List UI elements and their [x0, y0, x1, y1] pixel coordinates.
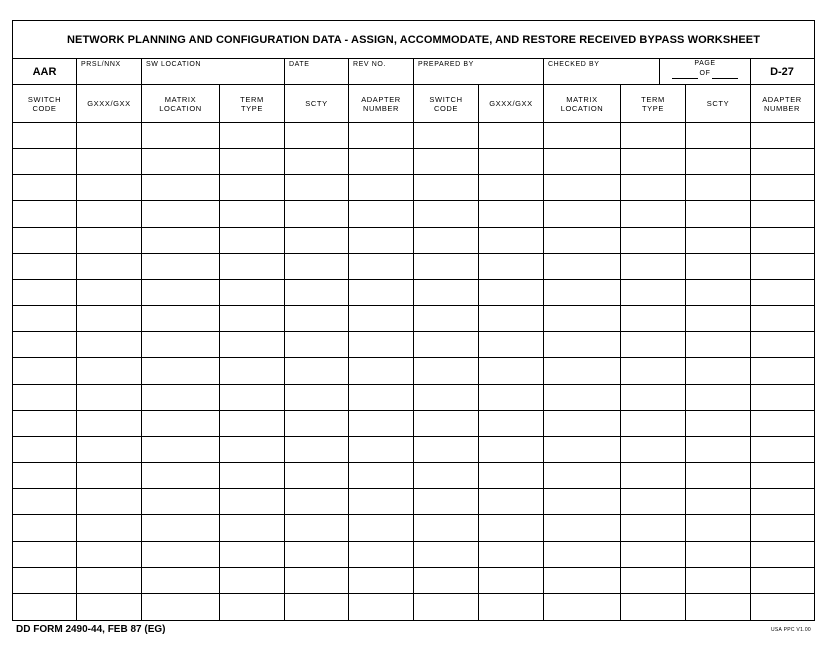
entry-cell-adapter-number-2[interactable]: [751, 280, 813, 305]
entry-cell-adapter-number[interactable]: [349, 594, 414, 620]
entry-cell-adapter-number-2[interactable]: [751, 515, 813, 540]
entry-cell-gxxx-2[interactable]: [479, 280, 544, 305]
entry-cell-matrix-location[interactable]: [142, 358, 220, 383]
entry-cell-adapter-number[interactable]: [349, 463, 414, 488]
table-row: [13, 489, 814, 515]
entry-cell-scty[interactable]: [285, 149, 349, 174]
entry-cell-matrix-location[interactable]: [142, 594, 220, 620]
entry-cell-scty-2[interactable]: [686, 568, 751, 593]
entry-cell-matrix-location-2[interactable]: [544, 149, 621, 174]
entry-cell-matrix-location[interactable]: [142, 515, 220, 540]
entry-cell-scty-2[interactable]: [686, 594, 751, 620]
entry-cell-matrix-location[interactable]: [142, 149, 220, 174]
entry-cell-term-type[interactable]: [220, 175, 285, 200]
entry-cell-matrix-location-2[interactable]: [544, 201, 621, 226]
entry-cell-adapter-number[interactable]: [349, 437, 414, 462]
entry-cell-matrix-location[interactable]: [142, 542, 220, 567]
entry-cell-scty-2[interactable]: [686, 515, 751, 540]
entry-cell-scty-2[interactable]: [686, 385, 751, 410]
entry-cell-gxxx[interactable]: [77, 149, 142, 174]
entry-cell-switch-code[interactable]: [13, 201, 77, 226]
entry-cell-term-type-2[interactable]: [621, 175, 686, 200]
entry-cell-switch-code-2[interactable]: [414, 463, 479, 488]
entry-cell-matrix-location-2[interactable]: [544, 175, 621, 200]
entry-cell-adapter-number[interactable]: [349, 542, 414, 567]
aar-label: AAR: [32, 66, 57, 78]
entry-cell-adapter-number-2[interactable]: [751, 437, 813, 462]
entry-cell-scty[interactable]: [285, 385, 349, 410]
entry-cell-gxxx[interactable]: [77, 201, 142, 226]
entry-cell-gxxx[interactable]: [77, 542, 142, 567]
entry-cell-adapter-number-2[interactable]: [751, 123, 813, 148]
form-id-cell: [751, 59, 813, 84]
entry-cell-term-type[interactable]: [220, 201, 285, 226]
entry-cell-adapter-number[interactable]: [349, 515, 414, 540]
rev-no-label: REV NO.: [353, 61, 386, 68]
entry-cell-switch-code[interactable]: [13, 149, 77, 174]
entry-cell-gxxx-2[interactable]: [479, 515, 544, 540]
table-row: [13, 123, 814, 149]
entry-cell-adapter-number-2[interactable]: [751, 489, 813, 514]
entry-cell-term-type-2[interactable]: [621, 594, 686, 620]
entry-cell-gxxx-2[interactable]: [479, 306, 544, 331]
entry-cell-scty-2[interactable]: [686, 411, 751, 436]
entry-cell-matrix-location-2[interactable]: [544, 254, 621, 279]
checked-by-field[interactable]: [544, 59, 660, 84]
entry-cell-matrix-location-2[interactable]: [544, 411, 621, 436]
entry-cell-term-type-2[interactable]: [621, 332, 686, 357]
entry-cell-switch-code[interactable]: [13, 123, 77, 148]
entry-cell-gxxx-2[interactable]: [479, 149, 544, 174]
table-row: [13, 463, 814, 489]
entry-cell-adapter-number-2[interactable]: [751, 385, 813, 410]
entry-cell-switch-code[interactable]: [13, 411, 77, 436]
entry-cell-switch-code-2[interactable]: [414, 515, 479, 540]
entry-cell-scty[interactable]: [285, 254, 349, 279]
entry-cell-gxxx[interactable]: [77, 385, 142, 410]
col-header-switch-code-2: SWITCH CODE: [414, 85, 479, 122]
entry-cell-scty[interactable]: [285, 175, 349, 200]
entry-cell-term-type-2[interactable]: [621, 149, 686, 174]
printer-mark: USA PPC V1.00: [770, 627, 811, 633]
entry-cell-gxxx[interactable]: [77, 594, 142, 620]
entry-cell-gxxx[interactable]: [77, 254, 142, 279]
entry-cell-term-type[interactable]: [220, 437, 285, 462]
entry-cell-scty[interactable]: [285, 332, 349, 357]
entry-cell-gxxx-2[interactable]: [479, 489, 544, 514]
entry-cell-matrix-location-2[interactable]: [544, 568, 621, 593]
col-header-adapter-number-2: ADAPTER NUMBER: [762, 94, 802, 113]
col-header-gxxx-2: GXXX/GXX: [479, 85, 544, 122]
entry-cell-gxxx-2[interactable]: [479, 385, 544, 410]
entry-cell-matrix-location[interactable]: [142, 201, 220, 226]
entry-cell-switch-code[interactable]: [13, 175, 77, 200]
entry-cell-gxxx[interactable]: [77, 411, 142, 436]
entry-cell-switch-code-2[interactable]: [414, 358, 479, 383]
entry-cell-scty[interactable]: [285, 280, 349, 305]
entry-cell-matrix-location-2[interactable]: [544, 385, 621, 410]
entry-cell-matrix-location-2[interactable]: [544, 437, 621, 462]
entry-cell-term-type[interactable]: [220, 358, 285, 383]
table-row: [13, 306, 814, 332]
table-row: [13, 385, 814, 411]
page-number-line: [672, 78, 698, 79]
col-header-gxxx: GXXX/GXX: [77, 85, 142, 122]
table-row: [13, 411, 814, 437]
entry-cell-switch-code[interactable]: [13, 254, 77, 279]
entry-cell-matrix-location[interactable]: [142, 280, 220, 305]
entry-cell-switch-code-2[interactable]: [414, 175, 479, 200]
entry-cell-term-type-2[interactable]: [621, 201, 686, 226]
entry-cell-matrix-location[interactable]: [142, 228, 220, 253]
entry-cell-matrix-location-2[interactable]: [544, 463, 621, 488]
entry-cell-scty[interactable]: [285, 568, 349, 593]
table-row: [13, 542, 814, 568]
entry-cell-matrix-location-2[interactable]: [544, 594, 621, 620]
entry-cell-term-type-2[interactable]: [621, 306, 686, 331]
entry-cell-term-type-2[interactable]: [621, 568, 686, 593]
entry-cell-scty[interactable]: [285, 228, 349, 253]
entry-cell-scty[interactable]: [285, 463, 349, 488]
col-header-switch-code: SWITCH CODE: [13, 85, 77, 122]
col-header-scty-2: SCTY: [686, 85, 751, 122]
entry-cell-adapter-number-2[interactable]: [751, 594, 813, 620]
entry-cell-adapter-number[interactable]: [349, 358, 414, 383]
entry-cell-adapter-number-2[interactable]: [751, 463, 813, 488]
entry-cell-gxxx-2[interactable]: [479, 463, 544, 488]
entry-cell-switch-code[interactable]: [13, 358, 77, 383]
table-row: [13, 228, 814, 254]
entry-cell-gxxx-2[interactable]: [479, 358, 544, 383]
entry-cell-matrix-location[interactable]: [142, 123, 220, 148]
entry-cell-switch-code-2[interactable]: [414, 542, 479, 567]
table-row: [13, 437, 814, 463]
entry-cell-switch-code[interactable]: [13, 515, 77, 540]
entry-cell-matrix-location[interactable]: [142, 437, 220, 462]
form-number: DD FORM 2490-44, FEB 87 (EG): [16, 624, 166, 635]
entry-cell-switch-code[interactable]: [13, 385, 77, 410]
entry-grid: [13, 123, 814, 620]
entry-cell-matrix-location[interactable]: [142, 306, 220, 331]
entry-cell-gxxx[interactable]: [77, 228, 142, 253]
sw-location-field[interactable]: [142, 59, 285, 84]
prepared-by-label: PREPARED BY: [418, 61, 474, 68]
entry-cell-matrix-location-2[interactable]: [544, 515, 621, 540]
entry-cell-matrix-location[interactable]: [142, 463, 220, 488]
entry-cell-adapter-number-2[interactable]: [751, 254, 813, 279]
entry-cell-adapter-number[interactable]: [349, 228, 414, 253]
page-total-line: [712, 78, 738, 79]
entry-cell-gxxx-2[interactable]: [479, 228, 544, 253]
entry-cell-gxxx[interactable]: [77, 489, 142, 514]
entry-cell-scty-2[interactable]: [686, 254, 751, 279]
col-header-term-type: TERM TYPE: [220, 85, 285, 122]
entry-cell-matrix-location-2[interactable]: [544, 280, 621, 305]
entry-cell-matrix-location[interactable]: [142, 332, 220, 357]
entry-cell-gxxx[interactable]: [77, 175, 142, 200]
entry-cell-adapter-number[interactable]: [349, 332, 414, 357]
entry-cell-scty-2[interactable]: [686, 149, 751, 174]
entry-cell-adapter-number-2[interactable]: [751, 332, 813, 357]
entry-cell-gxxx[interactable]: [77, 463, 142, 488]
entry-cell-switch-code-2[interactable]: [414, 594, 479, 620]
entry-cell-gxxx[interactable]: [77, 123, 142, 148]
col-header-matrix-location: MATRIX LOCATION: [142, 85, 220, 122]
entry-cell-matrix-location-2[interactable]: [544, 358, 621, 383]
entry-cell-scty-2[interactable]: [686, 280, 751, 305]
entry-cell-term-type[interactable]: [220, 306, 285, 331]
entry-cell-switch-code-2[interactable]: [414, 385, 479, 410]
entry-cell-gxxx-2[interactable]: [479, 411, 544, 436]
page-field[interactable]: [660, 59, 751, 84]
entry-cell-term-type[interactable]: [220, 568, 285, 593]
entry-cell-switch-code-2[interactable]: [414, 123, 479, 148]
entry-cell-scty-2[interactable]: [686, 332, 751, 357]
entry-cell-matrix-location-2[interactable]: [544, 228, 621, 253]
entry-cell-adapter-number[interactable]: [349, 411, 414, 436]
entry-cell-term-type[interactable]: [220, 123, 285, 148]
entry-cell-term-type-2[interactable]: [621, 254, 686, 279]
entry-cell-matrix-location[interactable]: [142, 489, 220, 514]
entry-cell-term-type[interactable]: [220, 385, 285, 410]
aar-cell: [13, 59, 77, 84]
sw-location-label: SW LOCATION: [146, 61, 202, 68]
entry-cell-term-type[interactable]: [220, 332, 285, 357]
entry-cell-scty[interactable]: [285, 201, 349, 226]
entry-cell-adapter-number-2[interactable]: [751, 149, 813, 174]
entry-cell-term-type[interactable]: [220, 228, 285, 253]
entry-cell-scty[interactable]: [285, 489, 349, 514]
entry-cell-adapter-number-2[interactable]: [751, 201, 813, 226]
page-of-label: OF: [699, 70, 711, 77]
entry-cell-matrix-location-2[interactable]: [544, 306, 621, 331]
table-row: [13, 515, 814, 541]
entry-cell-adapter-number[interactable]: [349, 123, 414, 148]
entry-cell-adapter-number[interactable]: [349, 489, 414, 514]
rev-no-field[interactable]: [349, 59, 414, 84]
entry-cell-scty-2[interactable]: [686, 542, 751, 567]
entry-cell-switch-code-2[interactable]: [414, 489, 479, 514]
entry-cell-scty-2[interactable]: [686, 437, 751, 462]
form-id: D-27: [770, 66, 794, 78]
entry-cell-gxxx-2[interactable]: [479, 254, 544, 279]
entry-cell-term-type-2[interactable]: [621, 385, 686, 410]
entry-cell-matrix-location[interactable]: [142, 175, 220, 200]
prsl-label: PRSL/NNX: [81, 61, 121, 68]
entry-cell-matrix-location[interactable]: [142, 411, 220, 436]
table-row: [13, 254, 814, 280]
entry-cell-term-type[interactable]: [220, 515, 285, 540]
entry-cell-gxxx-2[interactable]: [479, 437, 544, 462]
form-title: NETWORK PLANNING AND CONFIGURATION DATA - ASSIGN, ACCOMMODATE, AND RESTORE RECEIVED BYPASS WORKSHEET: [13, 21, 814, 59]
entry-cell-gxxx-2[interactable]: [479, 123, 544, 148]
entry-cell-switch-code[interactable]: [13, 594, 77, 620]
entry-cell-term-type-2[interactable]: [621, 515, 686, 540]
entry-cell-switch-code[interactable]: [13, 542, 77, 567]
entry-cell-switch-code[interactable]: [13, 280, 77, 305]
entry-cell-term-type-2[interactable]: [621, 228, 686, 253]
entry-cell-gxxx-2[interactable]: [479, 332, 544, 357]
entry-cell-switch-code-2[interactable]: [414, 568, 479, 593]
entry-cell-gxxx[interactable]: [77, 280, 142, 305]
entry-cell-term-type[interactable]: [220, 463, 285, 488]
entry-cell-matrix-location-2[interactable]: [544, 489, 621, 514]
prepared-by-field[interactable]: [414, 59, 544, 84]
entry-cell-switch-code[interactable]: [13, 332, 77, 357]
date-label: DATE: [289, 61, 310, 68]
entry-cell-switch-code[interactable]: [13, 437, 77, 462]
entry-cell-switch-code[interactable]: [13, 463, 77, 488]
entry-cell-term-type[interactable]: [220, 149, 285, 174]
entry-cell-gxxx-2[interactable]: [479, 542, 544, 567]
header-row: [13, 59, 814, 85]
entry-cell-scty-2[interactable]: [686, 228, 751, 253]
entry-cell-scty[interactable]: [285, 594, 349, 620]
entry-cell-scty-2[interactable]: [686, 358, 751, 383]
entry-cell-switch-code[interactable]: [13, 568, 77, 593]
entry-cell-gxxx[interactable]: [77, 568, 142, 593]
entry-cell-term-type[interactable]: [220, 489, 285, 514]
col-header-scty: SCTY: [285, 85, 349, 122]
table-row: [13, 568, 814, 594]
entry-cell-gxxx[interactable]: [77, 515, 142, 540]
worksheet-form: [12, 20, 815, 621]
entry-cell-term-type[interactable]: [220, 594, 285, 620]
col-header-adapter-number: ADAPTER NUMBER: [349, 85, 414, 122]
entry-cell-switch-code-2[interactable]: [414, 411, 479, 436]
entry-cell-term-type-2[interactable]: [621, 411, 686, 436]
entry-cell-term-type[interactable]: [220, 542, 285, 567]
entry-cell-scty[interactable]: [285, 358, 349, 383]
entry-cell-term-type[interactable]: [220, 254, 285, 279]
entry-cell-adapter-number-2[interactable]: [751, 358, 813, 383]
table-row: [13, 280, 814, 306]
entry-cell-switch-code-2[interactable]: [414, 228, 479, 253]
entry-cell-matrix-location-2[interactable]: [544, 542, 621, 567]
entry-cell-scty-2[interactable]: [686, 175, 751, 200]
entry-cell-adapter-number-2[interactable]: [751, 542, 813, 567]
entry-cell-scty[interactable]: [285, 306, 349, 331]
col-header-term-type-2: TERM TYPE: [621, 85, 686, 122]
entry-cell-switch-code-2[interactable]: [414, 280, 479, 305]
col-header-matrix-location-2: MATRIX LOCATION: [544, 85, 621, 122]
prsl-field[interactable]: [77, 59, 142, 84]
entry-cell-gxxx-2[interactable]: [479, 568, 544, 593]
page-label: PAGE: [694, 60, 716, 67]
table-row: [13, 332, 814, 358]
entry-cell-adapter-number-2[interactable]: [751, 175, 813, 200]
entry-cell-term-type-2[interactable]: [621, 280, 686, 305]
entry-cell-term-type[interactable]: [220, 411, 285, 436]
entry-cell-term-type-2[interactable]: [621, 489, 686, 514]
entry-cell-scty[interactable]: [285, 123, 349, 148]
entry-cell-adapter-number[interactable]: [349, 280, 414, 305]
entry-cell-switch-code-2[interactable]: [414, 332, 479, 357]
entry-cell-adapter-number[interactable]: [349, 175, 414, 200]
entry-cell-gxxx-2[interactable]: [479, 594, 544, 620]
table-row: [13, 175, 814, 201]
column-header-row: [13, 85, 814, 123]
entry-cell-adapter-number[interactable]: [349, 306, 414, 331]
entry-cell-gxxx[interactable]: [77, 332, 142, 357]
entry-cell-scty[interactable]: [285, 515, 349, 540]
entry-cell-adapter-number-2[interactable]: [751, 228, 813, 253]
entry-cell-term-type[interactable]: [220, 280, 285, 305]
entry-cell-scty-2[interactable]: [686, 463, 751, 488]
entry-cell-term-type-2[interactable]: [621, 542, 686, 567]
entry-cell-adapter-number-2[interactable]: [751, 568, 813, 593]
entry-cell-switch-code-2[interactable]: [414, 201, 479, 226]
entry-cell-gxxx-2[interactable]: [479, 175, 544, 200]
entry-cell-switch-code-2[interactable]: [414, 306, 479, 331]
date-field[interactable]: [285, 59, 349, 84]
entry-cell-switch-code[interactable]: [13, 228, 77, 253]
entry-cell-gxxx-2[interactable]: [479, 201, 544, 226]
entry-cell-scty-2[interactable]: [686, 306, 751, 331]
entry-cell-matrix-location[interactable]: [142, 385, 220, 410]
entry-cell-gxxx[interactable]: [77, 358, 142, 383]
entry-cell-gxxx[interactable]: [77, 437, 142, 462]
entry-cell-term-type-2[interactable]: [621, 123, 686, 148]
entry-cell-adapter-number-2[interactable]: [751, 411, 813, 436]
entry-cell-switch-code[interactable]: [13, 489, 77, 514]
entry-cell-adapter-number[interactable]: [349, 568, 414, 593]
entry-cell-adapter-number[interactable]: [349, 385, 414, 410]
entry-cell-adapter-number[interactable]: [349, 149, 414, 174]
table-row: [13, 149, 814, 175]
entry-cell-term-type-2[interactable]: [621, 437, 686, 462]
entry-cell-scty-2[interactable]: [686, 489, 751, 514]
entry-cell-scty[interactable]: [285, 411, 349, 436]
entry-cell-switch-code-2[interactable]: [414, 437, 479, 462]
entry-cell-scty-2[interactable]: [686, 123, 751, 148]
entry-cell-scty-2[interactable]: [686, 201, 751, 226]
table-row: [13, 201, 814, 227]
entry-cell-term-type-2[interactable]: [621, 358, 686, 383]
entry-cell-matrix-location-2[interactable]: [544, 123, 621, 148]
entry-cell-term-type-2[interactable]: [621, 463, 686, 488]
table-row: [13, 358, 814, 384]
entry-cell-matrix-location[interactable]: [142, 254, 220, 279]
entry-cell-adapter-number[interactable]: [349, 254, 414, 279]
checked-by-label: CHECKED BY: [548, 61, 600, 68]
entry-cell-switch-code[interactable]: [13, 306, 77, 331]
entry-cell-matrix-location-2[interactable]: [544, 332, 621, 357]
entry-cell-scty[interactable]: [285, 437, 349, 462]
table-row: [13, 594, 814, 620]
entry-cell-adapter-number-2[interactable]: [751, 306, 813, 331]
entry-cell-matrix-location[interactable]: [142, 568, 220, 593]
entry-cell-scty[interactable]: [285, 542, 349, 567]
entry-cell-adapter-number[interactable]: [349, 201, 414, 226]
entry-cell-gxxx[interactable]: [77, 306, 142, 331]
entry-cell-switch-code-2[interactable]: [414, 254, 479, 279]
entry-cell-switch-code-2[interactable]: [414, 149, 479, 174]
